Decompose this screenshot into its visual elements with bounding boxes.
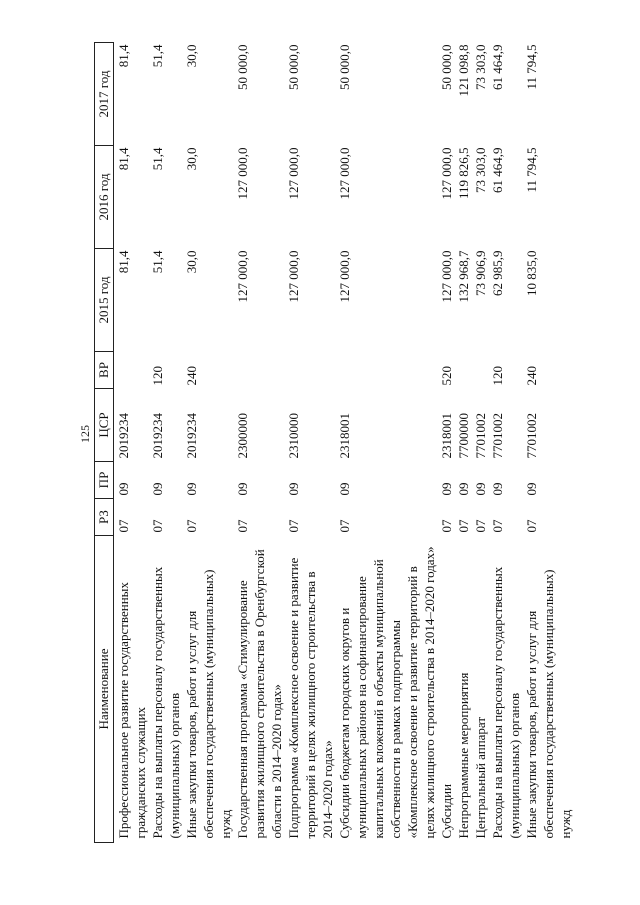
row-csr: 7701002 (524, 413, 539, 459)
row-value-2017: 11 794,5 (524, 44, 539, 90)
row-name: Подпрограмма «Комплексное освоение и развитие территорий в целях жилищного строительства в 2014–2020 годах» (286, 557, 335, 839)
row-pr: 09 (184, 482, 199, 496)
row-value-2015: 127 000,0 (337, 250, 352, 303)
row-name: Непрограммные мероприятия (456, 672, 471, 839)
row-csr: 2019234 (116, 413, 131, 459)
row-name: Центральный аппарат (473, 716, 488, 839)
header-row (95, 43, 114, 843)
row-value-2017: 51,4 (150, 44, 165, 68)
row-name: Профессиональное развитие государственных гражданских служащих (116, 582, 148, 839)
row-vr (455, 352, 472, 389)
row-pr: 09 (286, 482, 301, 496)
row-vr (285, 352, 336, 389)
row-pr: 09 (490, 482, 505, 496)
row-rz: 07 (524, 519, 539, 533)
row-value-2015: 73 906,9 (473, 250, 488, 296)
col-header-vr: ВР (95, 352, 114, 389)
row-rz: 07 (286, 519, 301, 533)
table-row (234, 43, 285, 843)
row-value-2016: 30,0 (184, 147, 199, 171)
row-value-2016: 119 826,5 (456, 147, 471, 200)
row-csr: 2310000 (286, 413, 301, 459)
row-value-2016: 127 000,0 (235, 147, 250, 200)
row-value-2016: 127 000,0 (439, 147, 454, 200)
row-rz: 07 (150, 519, 165, 533)
row-value-2016: 11 794,5 (524, 147, 539, 193)
row-csr: 2318001 (439, 413, 454, 459)
row-pr: 09 (337, 482, 352, 496)
row-value-2015: 51,4 (150, 250, 165, 274)
row-vr: 240 (184, 366, 199, 386)
table-row (472, 43, 489, 843)
row-vr (472, 352, 489, 389)
row-value-2017: 81,4 (116, 44, 131, 68)
row-value-2015: 62 985,9 (490, 250, 505, 296)
col-header-2015: 2015 год (95, 249, 114, 352)
row-value-2016: 61 464,9 (490, 147, 505, 193)
row-pr: 09 (456, 482, 471, 496)
row-pr: 09 (524, 482, 539, 496)
row-rz: 07 (116, 519, 131, 533)
row-value-2017: 50 000,0 (337, 44, 352, 90)
row-vr: 120 (150, 366, 165, 386)
table-row (455, 43, 472, 843)
table-row (285, 43, 336, 843)
table-row (489, 43, 523, 843)
table-row (183, 43, 234, 843)
row-value-2015: 127 000,0 (439, 250, 454, 303)
row-vr: 120 (490, 366, 505, 386)
row-rz: 07 (337, 519, 352, 533)
table-row (336, 43, 438, 843)
row-value-2017: 50 000,0 (286, 44, 301, 90)
row-rz: 07 (439, 519, 454, 533)
row-value-2015: 127 000,0 (286, 250, 301, 303)
row-value-2017: 61 464,9 (490, 44, 505, 90)
row-value-2017: 121 098,8 (456, 44, 471, 97)
row-value-2017: 30,0 (184, 44, 199, 68)
row-value-2015: 81,4 (116, 250, 131, 274)
row-value-2016: 127 000,0 (337, 147, 352, 200)
row-value-2015: 30,0 (184, 250, 199, 274)
row-value-2017: 50 000,0 (235, 44, 250, 90)
row-value-2016: 81,4 (116, 147, 131, 171)
row-pr: 09 (235, 482, 250, 496)
row-value-2016: 51,4 (150, 147, 165, 171)
row-name: Субсидии (439, 783, 454, 839)
row-name: Иные закупки товаров, работ и услуг для обеспечения государственных (муниципальных) нужд (184, 569, 233, 839)
row-csr: 2318001 (337, 413, 352, 459)
row-pr: 09 (150, 482, 165, 496)
row-csr: 2300000 (235, 413, 250, 459)
row-rz: 07 (473, 519, 488, 533)
row-name: Расходы на выплаты персоналу государственных (муниципальных) органов (490, 566, 522, 839)
row-value-2017: 73 303,0 (473, 44, 488, 90)
col-header-2017: 2017 год (95, 43, 114, 146)
row-csr: 7701002 (490, 413, 505, 459)
col-header-name: Наименование (95, 536, 114, 843)
col-header-pr: ПР (95, 462, 114, 499)
rotated-content (70, 43, 588, 843)
col-header-rz: РЗ (95, 499, 114, 536)
row-pr: 09 (116, 482, 131, 496)
row-name: Субсидии бюджетам городских округов и муниципальных районов на софинансирование капитальных вложений в объекты муниципальной собственности в рамках подпрограммы «Комплексное освоение и развитие территорий в целях жилищного строительства в 2014–2020 годах» (337, 546, 437, 839)
row-value-2016: 73 303,0 (473, 147, 488, 193)
row-csr: 7701002 (473, 413, 488, 459)
row-vr (336, 352, 438, 389)
row-csr: 7700000 (456, 413, 471, 459)
row-rz: 07 (184, 519, 199, 533)
row-vr: 240 (524, 366, 539, 386)
row-value-2015: 132 968,7 (456, 250, 471, 303)
budget-table (94, 42, 574, 843)
table-row (523, 43, 574, 843)
row-vr (114, 352, 150, 389)
col-header-2016: 2016 год (95, 146, 114, 249)
table-row (114, 43, 150, 843)
row-csr: 2019234 (150, 413, 165, 459)
row-value-2017: 50 000,0 (439, 44, 454, 90)
row-value-2015: 127 000,0 (235, 250, 250, 303)
row-csr: 2019234 (184, 413, 199, 459)
row-vr: 520 (439, 366, 454, 386)
table-row (149, 43, 183, 843)
row-rz: 07 (235, 519, 250, 533)
page-number: 125 (78, 425, 92, 443)
row-name: Государственная программа «Стимулирование развития жилищного строительства в Оренбургской области в 2014–2020 годах» (235, 549, 284, 839)
row-name: Иные закупки товаров, работ и услуг для обеспечения государственных (муниципальных) нужд (524, 569, 573, 839)
row-vr (234, 352, 285, 389)
row-pr: 09 (439, 482, 454, 496)
row-pr: 09 (473, 482, 488, 496)
row-value-2016: 127 000,0 (286, 147, 301, 200)
row-value-2015: 10 835,0 (524, 250, 539, 296)
col-header-csr: ЦСР (95, 389, 114, 462)
row-name: Расходы на выплаты персоналу государственных (муниципальных) органов (150, 566, 182, 839)
row-rz: 07 (456, 519, 471, 533)
row-rz: 07 (490, 519, 505, 533)
table-row (438, 43, 455, 843)
